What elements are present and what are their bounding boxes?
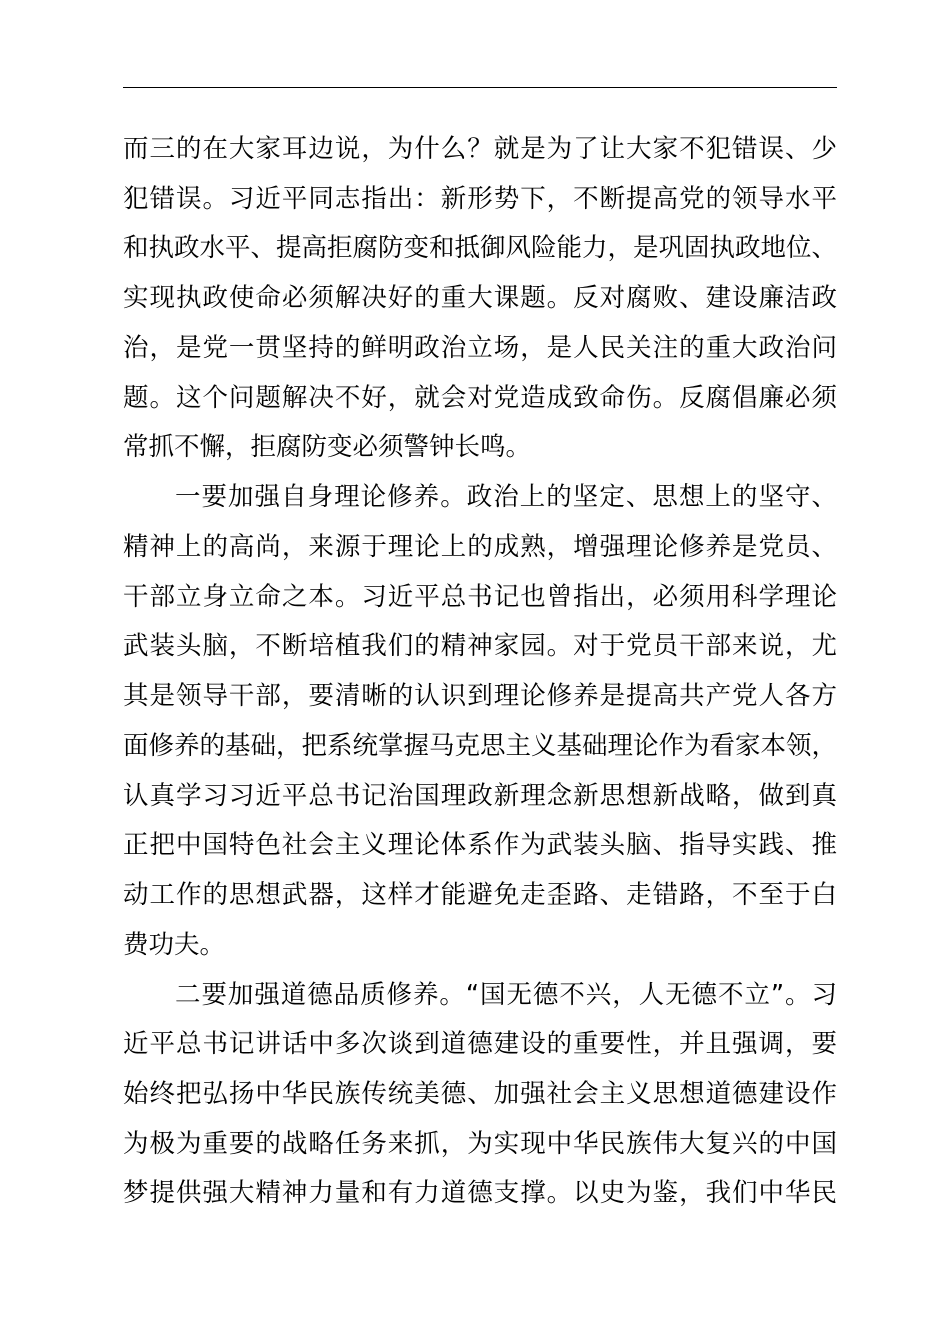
text-line-21: 为极为重要的战略任务来抓，为实现中华民族伟大复兴的中国	[123, 1129, 837, 1159]
text-line-20: 始终把弘扬中华民族传统美德、加强社会主义思想道德建设作	[123, 1079, 837, 1109]
text-line-14: 认真学习习近平总书记治国理政新理念新思想新战略，做到真	[123, 781, 837, 811]
text-line-22: 梦提供强大精神力量和有力道德支撑。以史为鉴，我们中华民	[123, 1178, 837, 1208]
text-line-17: 费功夫。	[123, 930, 226, 960]
text-line-3: 和执政水平、提高拒腐防变和抵御风险能力，是巩固执政地位、	[123, 233, 838, 263]
text-line-16: 动工作的思想武器，这样才能避免走歪路、走错路，不至于白	[123, 880, 837, 910]
text-line-13: 面修养的基础，把系统掌握马克思主义基础理论作为看家本领，	[123, 731, 838, 761]
text-line-10: 干部立身立命之本。习近平总书记也曾指出，必须用科学理论	[123, 582, 837, 612]
paragraph-3-first-line: 二要加强道德品质修养。“国无德不兴，人无德不立”。习	[175, 980, 837, 1010]
text-line-7: 常抓不懈，拒腐防变必须警钟长鸣。	[123, 432, 532, 462]
text-line-19: 近平总书记讲话中多次谈到道德建设的重要性，并且强调，要	[123, 1029, 837, 1059]
text-line-6: 题。这个问题解决不好，就会对党造成致命伤。反腐倡廉必须	[123, 383, 837, 413]
paragraph-2-first-line: 一要加强自身理论修养。政治上的坚定、思想上的坚守、	[175, 482, 837, 512]
text-line-1: 而三的在大家耳边说，为什么？就是为了让大家不犯错误、少	[123, 134, 837, 164]
text-line-15: 正把中国特色社会主义理论体系作为武装头脑、指导实践、推	[123, 830, 837, 860]
text-line-5: 治，是党一贯坚持的鲜明政治立场，是人民关注的重大政治问	[123, 333, 837, 363]
text-line-12: 其是领导干部，要清晰的认识到理论修养是提高共产党人各方	[123, 681, 837, 711]
text-line-4: 实现执政使命必须解决好的重大课题。反对腐败、建设廉洁政	[123, 283, 837, 313]
text-line-9: 精神上的高尚，来源于理论上的成熟，增强理论修养是党员、	[123, 532, 837, 562]
header-divider	[123, 87, 837, 88]
text-line-11: 武装头脑，不断培植我们的精神家园。对于党员干部来说，尤	[123, 631, 837, 661]
text-line-2: 犯错误。习近平同志指出：新形势下，不断提高党的领导水平	[123, 184, 837, 214]
